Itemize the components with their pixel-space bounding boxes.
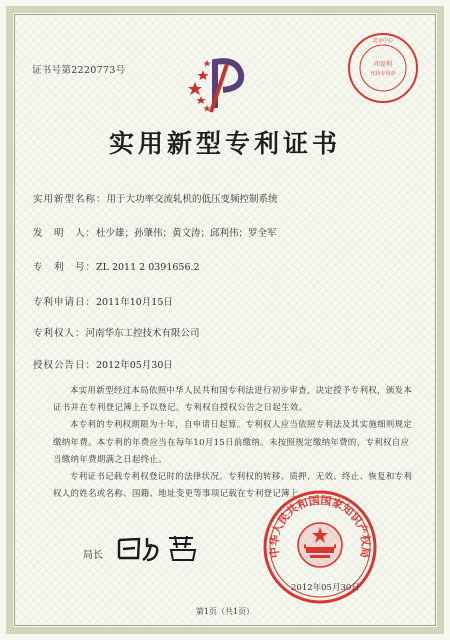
svg-text:中华人民共和国国家知识产权局: 中华人民共和国国家知识产权局 [267, 493, 373, 559]
grant-date-value: 2012年05月30日 [96, 360, 173, 371]
filing-date-label: 专利申请日： [33, 297, 97, 308]
certificate-title: 实用新型专利证书 [108, 129, 341, 158]
patentee-label: 专利权人： [33, 328, 86, 339]
issue-date: 2012年05月30日 [291, 583, 360, 593]
certificate-body [53, 382, 413, 502]
inventor-row [33, 225, 277, 239]
filing-date-row [33, 294, 173, 308]
page-footer: 第1页（共1页） [195, 607, 255, 616]
body-paragraph: 专利证书记载专利权登记时的法律状况。专利权的转移、质押、无效、终止、恢复和专利权人的姓名或名称、国籍、地址变更等事项记载在专利登记簿上。 [53, 471, 413, 499]
patent-number-label: 专 利 号： [33, 262, 97, 273]
name-label: 实用新型名称： [33, 194, 107, 205]
svg-text:代码专用章: 代码专用章 [370, 71, 396, 77]
svg-text:印发利: 印发利 [373, 61, 393, 68]
utility-model-name-row [33, 191, 278, 205]
grant-date-row [33, 357, 173, 371]
patent-number-value: ZL 2011 2 0391656.2 [96, 262, 200, 273]
inventor-value: 杜少雄；孙肇伟；黄文涛；邱利伟；罗全军 [96, 228, 277, 239]
patentee-value: 河南华东工控技术有限公司 [85, 328, 200, 339]
body-paragraph: 本实用新型经过本局依照中华人民共和国专利法进行初步审查，决定授予专利权，颁发本证书并在专利登记簿上予以登记。专利权自授权公告之日起生效。 [53, 385, 413, 413]
patentee-row [33, 325, 200, 339]
body-paragraph: 本专利的专利权期限为十年，自申请日起算。专利权人应当依照专利法及其实施细则规定缴纳年费。本专利的年费应当在每年10月15日前缴纳。未按照规定缴纳年费的，专利权自应当缴纳年费期满之日起终止。 [53, 419, 413, 464]
certificate-number: 证书号第2220773号 [32, 65, 126, 76]
inventor-label: 发 明 人： [33, 228, 97, 239]
patent-number-row [33, 259, 200, 273]
director-label: 局长 [83, 550, 103, 561]
grant-date-label: 授权公告日： [33, 360, 97, 371]
review-stamp [345, 30, 421, 110]
sipo-logo-icon [185, 50, 255, 120]
svg-text:北京中心: 北京中心 [372, 38, 394, 44]
director-signature [113, 530, 203, 568]
name-value: 用于大功率交流轧机的低压变频控制系统 [106, 194, 278, 205]
filing-date-value: 2011年10月15日 [96, 297, 173, 308]
